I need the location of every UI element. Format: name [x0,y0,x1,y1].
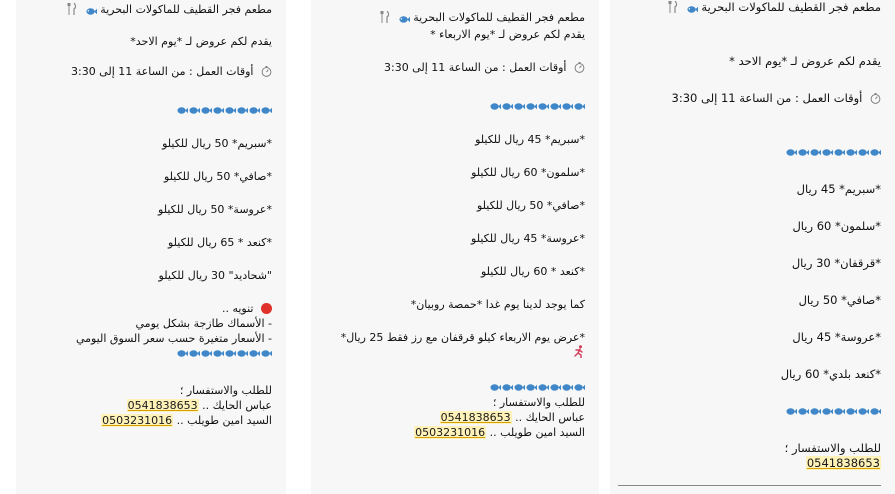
extra-line: كما يوجد لدينا يوم غدا *حمصة روبيان* [410,298,585,311]
menu-item: "شحاديد" 30 ريال للكيلو [158,269,272,282]
contact-name: السيد امين طويلب .. [176,414,272,427]
hours-line [24,64,272,81]
menu-item: *سبريم* 50 ريال للكيلو [162,137,272,150]
notice-line: - الأسماك طازجة بشكل يومي [135,317,272,330]
fork-knife-icon [67,3,77,19]
restaurant-title: مطعم فجر القطيف للماكولات البحرية [100,3,272,16]
hours-line [319,60,585,77]
contact-title: للطلب والاستفسار ؛ [179,384,272,397]
hours-text: أوقات العمل : من الساعة 11 إلى 3:30 [671,91,863,105]
fish-icon [398,12,410,27]
fish-divider [618,145,881,160]
contact-name: السيد امين طويلب .. [489,426,585,439]
title-line [319,10,585,27]
contact-line [618,456,881,471]
fish-divider [319,380,585,395]
notice-line: - الأسعار متغيرة حسب سعر السوق اليومي [75,332,272,345]
fish-divider [319,99,585,114]
fork-knife-icon [668,1,678,17]
menu-item: *عروسة* 45 ريال [792,330,881,344]
runner-line [319,345,585,362]
menu-item: *سلمون* 60 ريال [792,219,881,233]
phone-link[interactable]: 0541838653 [127,399,198,412]
menu-item: *عروسة* 45 ريال للكيلو [471,232,585,245]
menu-item: *عروسة* 50 ريال للكيلو [158,203,272,216]
message-panel-sunday-2 [610,0,895,494]
timer-icon [870,93,881,108]
menu-item: *صافي* 50 ريال للكيلو [163,170,272,183]
offer-line: يقدم لكم عروض لـ *يوم الاحد * [729,54,881,68]
offer-line: يقدم لكم عروض لـ *يوم الاربعاء * [430,28,585,41]
phone-link[interactable]: 0541838653 [440,411,511,424]
timer-icon [261,66,272,81]
hours-text: أوقات العمل : من الساعة 11 إلى 3:30 [383,61,567,74]
message-panel-wednesday [311,0,599,494]
menu-item: *صافي* 50 ريال للكيلو [476,199,585,212]
menu-item: *قرقفان* 30 ريال [791,256,881,270]
fish-divider [24,346,272,361]
contact-line [24,398,272,413]
notice-title: تنويه .. [221,302,254,315]
phone-link[interactable]: 0541838653 [806,456,880,470]
menu-item: *سبريم* 45 ريال للكيلو [475,133,585,146]
menu-item: *كنعد * 65 ريال للكيلو [167,236,272,249]
timer-icon [574,62,585,77]
contact-title: للطلب والاستفسار ؛ [492,396,585,409]
message-panel-sunday-1 [16,0,286,494]
hours-line [618,91,881,108]
contact-line [24,413,272,428]
title-line [24,2,272,19]
offer-line: يقدم لكم عروض لـ *يوم الاحد* [130,35,272,48]
contact-line [319,425,585,440]
fish-divider [618,404,881,419]
runner-icon [573,345,585,362]
menu-item: *صافي* 50 ريال [798,293,881,307]
menu-item: *سلمون* 60 ريال للكيلو [471,166,585,179]
hours-text: أوقات العمل : من الساعة 11 إلى 3:30 [70,65,254,78]
menu-item: *سبريم* 45 ريال [796,182,881,196]
contact-line [319,410,585,425]
contact-name: عباس الحايك .. [515,411,585,424]
menu-item: *كنعد بلدي* 60 ريال [780,367,881,381]
red-circle-icon [261,303,272,314]
contact-name: عباس الحايك .. [202,399,272,412]
fish-icon [686,2,698,17]
contact-title: للطلب والاستفسار ؛ [784,441,881,455]
fish-divider [24,103,272,118]
menu-item: *كنعد * 60 ريال للكيلو [480,265,585,278]
special-offer: *عرض يوم الاربعاء كيلو قرقفان مع رز فقط 25 ريال* [340,331,585,344]
phone-link[interactable]: 0503231016 [415,426,486,439]
title-line [618,0,881,17]
phone-link[interactable]: 0503231016 [102,414,173,427]
fork-knife-icon [380,11,390,27]
restaurant-title: مطعم فجر القطيف للماكولات البحرية [701,0,881,14]
notice-title-line [24,301,272,316]
divider [618,485,881,486]
restaurant-title: مطعم فجر القطيف للماكولات البحرية [413,11,585,24]
fish-icon [85,4,97,19]
